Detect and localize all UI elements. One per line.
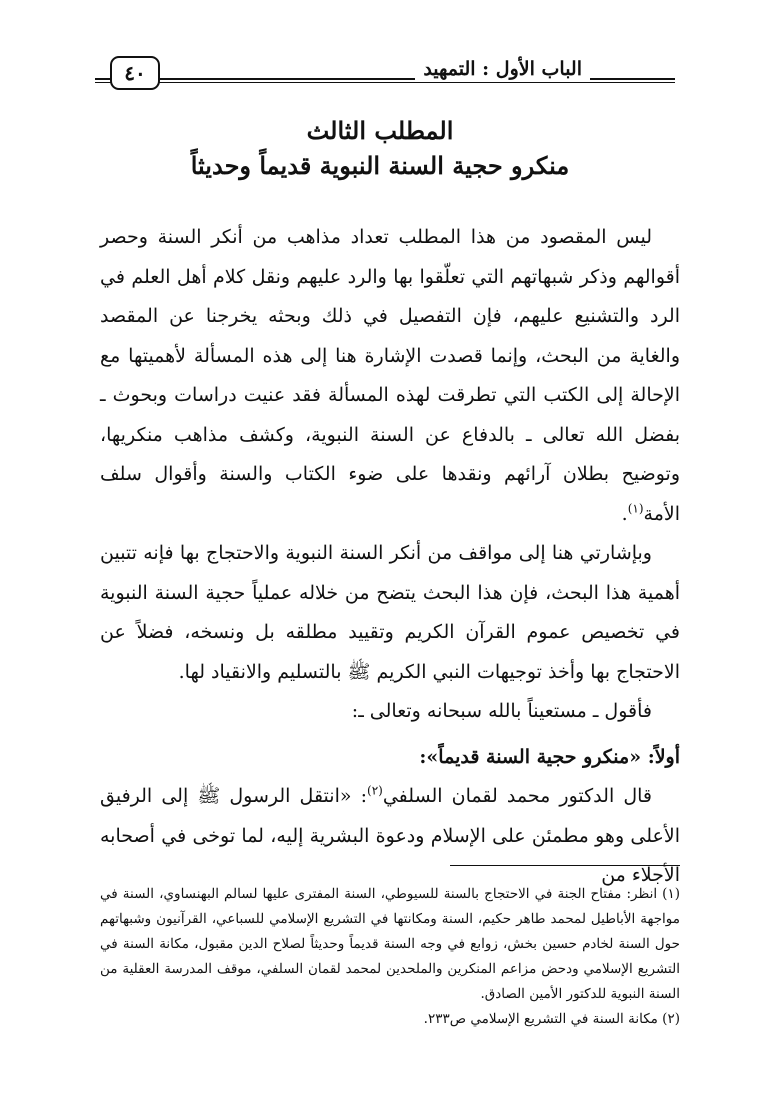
quote-start: قال الدكتور محمد لقمان السلفي [382, 785, 652, 807]
section-title: منكرو حجية السنة النبوية قديماً وحديثاً [190, 151, 570, 180]
paragraph [100, 777, 680, 896]
subheading: أولاً: «منكرو حجية السنة قديماً»: [419, 745, 680, 768]
paragraph-text: ليس المقصود من هذا المطلب تعداد مذاهب من أنكر السنة وحصر أقوالهم وذكر شبهاتهم التي تعلّقوا بها والرد عليهم ونقل كلام أهل العلم في الرد والتشنيع عليهم، فإن التفصيل في ذلك وبحثه يخرجنا عن المقصد والغاية من البحث، وإنما قصدت الإشارة هنا إلى هذه المسألة لأهميتها مع الإحالة إلى الكتب التي تطرقت لهذه المسألة فقد عنيت دراسات وبحوث ـ بفضل الله تعالى ـ بالدفاع عن السنة النبوية، وكشف مذاهب منكريها، وتوضيح بطلان آرائهم ونقدها على ضوء الكتاب والسنة وأقوال سلف الأمة [100, 226, 680, 525]
paragraph [100, 692, 680, 732]
paragraph-text: فأقول ـ مستعيناً بالله سبحانه وتعالى ـ: [351, 700, 652, 722]
paragraph [100, 218, 680, 534]
header-rule-thin [95, 82, 675, 83]
footnote: (١) انظر: مفتاح الجنة في الاحتجاج بالسنة للسيوطي، السنة المفترى عليها لسالم البهنساوي، السنة في مواجهة الأباطيل لمحمد طاهر حكيم، السنة ومكانتها في التشريع الإسلامي للسباعي، القرآنيون وشبهاتهم حول السنة لخادم حسين بخش، زوابع في وجه السنة قديماً وحديثاً لصلاح الدين مقبول، مكانة السنة في التشريع الإسلامي ودحض مزاعم المنكرين والملحدين لمحمد لقمان السلفي، موقف المدرسة العقلية من السنة النبوية للدكتور الأمين الصادق. [100, 886, 680, 1002]
running-header [95, 52, 675, 92]
running-title: الباب الأول : التمهيد [415, 56, 590, 82]
page-number: ٤٠ [110, 56, 160, 90]
section-label: المطلب الثالث [306, 116, 454, 145]
quote-text: : «انتقل الرسول ﷺ إلى الرفيق الأعلى وهو مطمئن على الإسلام ودعوة البشرية إليه، لما توخى في أصحابه الأجلاء من [100, 785, 680, 886]
paragraph [100, 534, 680, 692]
paragraph-text: وبإشارتي هنا إلى مواقف من أنكر السنة النبوية والاحتجاج بها فإنه تتبين أهمية هذا البحث، فإن هذا البحث يتضح من خلاله عملياً حجية السنة النبوية في تخصيص عموم القرآن الكريم وتقييد مطلقه بل ونسخه، فضلاً عن الاحتجاج بها وأخذ توجيهات النبي الكريم ﷺ بالتسليم والانقياد لها. [100, 542, 680, 683]
paragraph-end: . [621, 502, 628, 525]
body-text [100, 218, 680, 896]
footnotes [100, 882, 680, 1032]
section-heading [100, 114, 660, 184]
footnote-reference: (١) [627, 501, 644, 516]
footnote-reference: (٢) [367, 783, 383, 798]
footnote: (٢) مكانة السنة في التشريع الإسلامي ص٢٣٣. [423, 1011, 680, 1027]
footnote-separator [450, 865, 680, 866]
